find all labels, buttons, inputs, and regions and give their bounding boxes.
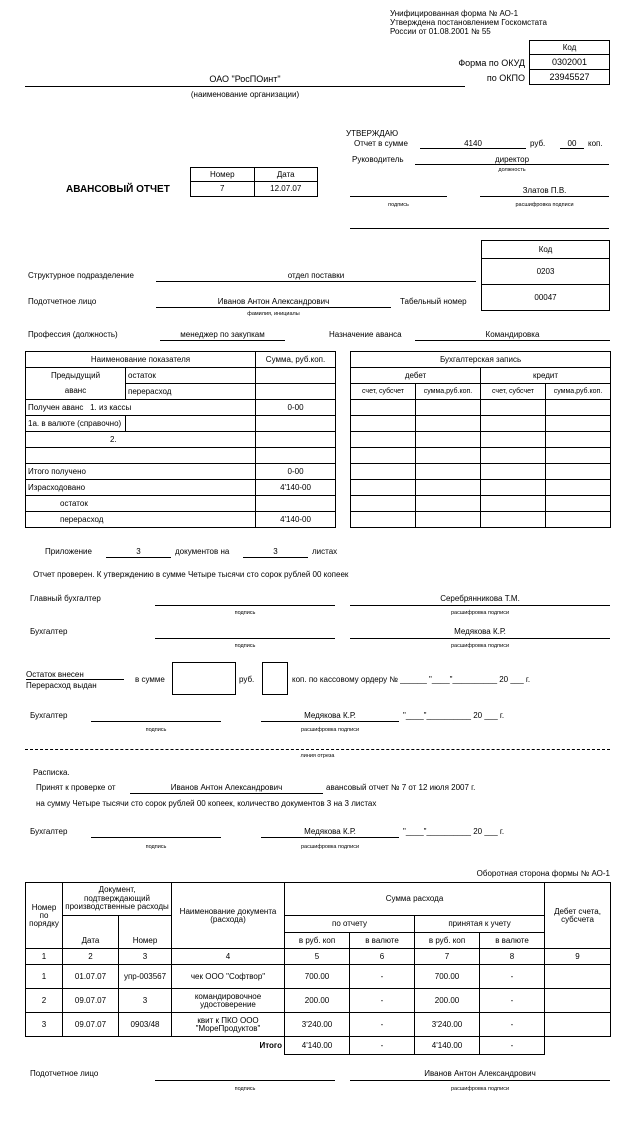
row-acc-cur: - — [480, 989, 545, 1013]
rt-kredit: кредит — [481, 368, 611, 384]
lt-h-sum: Сумма, руб.коп. — [256, 352, 336, 368]
head-sign-caption: подпись — [388, 202, 409, 208]
code-header: Код — [530, 41, 610, 55]
table-row — [26, 989, 611, 1013]
lt-avans: аванс — [26, 384, 126, 400]
profession-label: Профессия (должность) — [28, 330, 118, 339]
col-num-7: 7 — [415, 949, 480, 965]
h-acc-rub: в руб. коп — [415, 933, 480, 949]
okpo-value: 23945527 — [530, 70, 610, 85]
rt-debet-sum: сумма,руб.коп. — [416, 384, 481, 400]
lt-spent: Израсходовано — [26, 480, 256, 496]
org-caption: (наименование организации) — [190, 90, 300, 99]
chief-decode-caption: расшифровка подписи — [450, 610, 510, 616]
rem-in-sum: в сумме — [135, 675, 165, 684]
acc-label: Бухгалтер — [30, 627, 68, 636]
org-name: ОАО "РосПОинт" — [209, 74, 281, 84]
okpo-label: по ОКПО — [486, 73, 525, 83]
rem-kop-box — [262, 662, 288, 695]
h-cur: в валюте — [350, 933, 415, 949]
table-row — [26, 965, 611, 989]
row-num: 3 — [119, 989, 172, 1013]
total-label: Итого — [172, 1037, 285, 1055]
row-acc-rub: 700.00 — [415, 965, 480, 989]
total-cur: - — [350, 1037, 415, 1055]
footer-sign-caption: подпись — [234, 1086, 256, 1092]
advance-table — [25, 351, 336, 528]
row-cur: - — [350, 1013, 415, 1037]
h-date: Дата — [63, 916, 119, 949]
receipt-acc-label: Бухгалтер — [30, 827, 68, 836]
total-acc-rub: 4'140.00 — [415, 1037, 480, 1055]
acc2-decode-caption: расшифровка подписи — [300, 727, 360, 733]
info-code-table — [481, 240, 610, 311]
footer-name: Иванов Антон Александрович — [424, 1069, 536, 1078]
form-title: Унифицированная форма № АО-1 — [390, 9, 519, 18]
row-cur: - — [350, 989, 415, 1013]
report-sum-value: 4140 — [464, 139, 482, 148]
col-num-3: 3 — [119, 949, 172, 965]
row-debet — [545, 1013, 611, 1037]
row-no: 3 — [26, 1013, 63, 1037]
chief-acc-label: Главный бухгалтер — [30, 594, 101, 603]
person-label: Подотчетное лицо — [28, 297, 97, 306]
row-name: квит к ПКО ООО "МореПродуктов" — [172, 1013, 285, 1037]
lt-pererashod2-sum: 4'140-00 — [256, 512, 336, 528]
table-row — [26, 1013, 611, 1037]
approved-line1: Утверждена постановлением Госкомстата — [390, 18, 547, 27]
purpose-value: Командировка — [485, 330, 540, 339]
tab-number: 00047 — [482, 285, 610, 311]
lt-h-name: Наименование показателя — [26, 352, 256, 368]
h-no: Номер по порядку — [26, 883, 63, 949]
row-acc-cur: - — [480, 1013, 545, 1037]
footer-label: Подотчетное лицо — [30, 1069, 99, 1078]
att-sheets-count: 3 — [273, 547, 278, 556]
expense-table — [25, 882, 611, 1055]
rem-deposited: Остаток внесен — [26, 670, 84, 679]
report-number-table — [190, 167, 318, 197]
col-num-8: 8 — [480, 949, 545, 965]
receipt-person: Иванов Антон Александрович — [170, 783, 283, 792]
row-num: упр-003567 — [119, 965, 172, 989]
rem-order: коп. по кассовому ордеру № ______ "____"__________ 20 ___ г. — [292, 675, 531, 684]
h-num: Номер — [119, 916, 172, 949]
col-num-2: 2 — [63, 949, 119, 965]
row-date: 09.07.07 — [63, 989, 119, 1013]
col-num-9: 9 — [545, 949, 611, 965]
position-caption: должность — [498, 167, 526, 173]
accounting-table — [350, 351, 611, 528]
h-accepted: принятая к учету — [415, 916, 545, 933]
row-acc-cur: - — [480, 965, 545, 989]
lt-two: 2. — [26, 432, 256, 448]
lt-ostatok: остаток — [126, 368, 256, 384]
acc-name: Медякова К.Р. — [454, 627, 506, 636]
lt-spent-sum: 4'140-00 — [256, 480, 336, 496]
row-name: командировочное удостоверение — [172, 989, 285, 1013]
date-header: Дата — [254, 168, 318, 182]
row-debet — [545, 989, 611, 1013]
profession-value: менеджер по закупкам — [180, 330, 265, 339]
col-num-6: 6 — [350, 949, 415, 965]
lt-pererashod: перерасход — [126, 384, 256, 400]
receipt-accepted-from: Принят к проверке от — [36, 783, 116, 792]
rem-overspend: Перерасход выдан — [26, 681, 97, 690]
col-num-4: 4 — [172, 949, 285, 965]
receipt-date: "____"__________ 20 ___ г. — [403, 827, 505, 836]
receipt-decode-caption: расшифровка подписи — [300, 844, 360, 850]
rt-title: Бухгалтерская запись — [351, 352, 611, 368]
row-date: 09.07.07 — [63, 1013, 119, 1037]
head-name: Златов П.В. — [522, 186, 567, 195]
rt-debet: дебет — [351, 368, 481, 384]
col-num-1: 1 — [26, 949, 63, 965]
lt-currency: 1а. в валюте (справочно) — [26, 416, 126, 432]
acc-decode-caption: расшифровка подписи — [450, 643, 510, 649]
row-no: 2 — [26, 989, 63, 1013]
row-rub: 3'240.00 — [285, 1013, 350, 1037]
att-label: Приложение — [45, 547, 92, 556]
report-number: 7 — [191, 182, 255, 197]
approved-line2: России от 01.08.2001 № 55 — [390, 27, 491, 36]
row-rub: 700.00 — [285, 965, 350, 989]
h-rub: в руб. коп — [285, 933, 350, 949]
acc2-label: Бухгалтер — [30, 711, 68, 720]
rt-kredit-sum: сумма,руб.коп. — [546, 384, 611, 400]
total-rub: 4'140.00 — [285, 1037, 350, 1055]
reverse-title: Оборотная сторона формы № АО-1 — [476, 869, 610, 878]
row-cur: - — [350, 965, 415, 989]
lt-from-cash: 1. из кассы — [90, 402, 132, 412]
att-docs-count: 3 — [136, 547, 141, 556]
col-num-5: 5 — [285, 949, 350, 965]
receipt-title: Расписка. — [33, 768, 70, 777]
row-acc-rub: 3'240.00 — [415, 1013, 480, 1037]
receipt-acc-name: Медякова К.Р. — [304, 827, 356, 836]
report-sum-label: Отчет в сумме — [354, 139, 408, 148]
number-header: Номер — [191, 168, 255, 182]
okud-table — [529, 40, 610, 85]
checked-text: Отчет проверен. К утверждению в сумме Четыре тысячи сто сорок рублей 00 копеек — [33, 570, 349, 579]
info-code-header: Код — [482, 241, 610, 259]
row-name: чек ООО "Софтвор" — [172, 965, 285, 989]
person-value: Иванов Антон Александрович — [217, 297, 330, 306]
tab-label: Табельный номер — [400, 297, 467, 306]
report-date: 12.07.07 — [254, 182, 318, 197]
lt-ostatok2: остаток — [26, 496, 256, 512]
rub-label: руб. — [530, 139, 546, 148]
okud-value: 0302001 — [530, 55, 610, 70]
lt-pererashod2: перерасход — [26, 512, 256, 528]
lt-received: Получен аванс — [28, 402, 84, 412]
h-sum: Сумма расхода — [285, 883, 545, 916]
h-debet: Дебет счета, субсчета — [545, 883, 611, 949]
kop-value: 00 — [567, 139, 577, 148]
head-label: Руководитель — [352, 155, 404, 164]
acc2-sign-caption: подпись — [145, 727, 167, 733]
chief-acc-name: Серебрянникова Т.М. — [440, 594, 520, 603]
rem-rub: руб. — [239, 675, 255, 684]
lt-total-received: Итого получено — [26, 464, 256, 480]
head-decode-caption: расшифровка подписи — [515, 202, 574, 208]
total-acc-cur: - — [480, 1037, 545, 1055]
row-no: 1 — [26, 965, 63, 989]
row-debet — [545, 965, 611, 989]
rt-debet-acc: счет, субсчет — [351, 384, 416, 400]
row-date: 01.07.07 — [63, 965, 119, 989]
h-docname: Наименование документа (расхода) — [172, 883, 285, 949]
rem-rub-box — [172, 662, 236, 695]
row-rub: 200.00 — [285, 989, 350, 1013]
acc-sign-caption: подпись — [234, 643, 256, 649]
footer-decode-caption: расшифровка подписи — [450, 1086, 510, 1092]
head-position: директор — [494, 155, 530, 164]
purpose-label: Назначение аванса — [329, 330, 402, 339]
kop-label: коп. — [588, 139, 603, 148]
h-acc-cur: в валюте — [480, 933, 545, 949]
receipt-sign-caption: подпись — [145, 844, 167, 850]
cut-line-caption: линия отреза — [300, 753, 335, 759]
h-doc: Документ, подтверждающий производственные расходы — [63, 883, 172, 916]
okud-label: Форма по ОКУД — [458, 58, 525, 68]
lt-prev: Предыдущий — [26, 368, 126, 384]
chief-sign-caption: подпись — [234, 610, 256, 616]
att-sheets-label: листах — [312, 547, 338, 556]
division-label: Структурное подразделение — [28, 271, 134, 280]
row-num: 0903/48 — [119, 1013, 172, 1037]
h-report: по отчету — [285, 916, 415, 933]
division-code: 0203 — [482, 259, 610, 285]
acc2-date: "____"__________ 20 ___ г. — [403, 711, 505, 720]
person-caption: фамилия, инициалы — [247, 311, 300, 317]
receipt-sum-line: на сумму Четыре тысячи сто сорок рублей 00 копеек, количество документов 3 на 3 листах — [36, 799, 377, 808]
row-acc-rub: 200.00 — [415, 989, 480, 1013]
receipt-report-text: авансовый отчет № 7 от 12 июля 2007 г. — [326, 783, 476, 792]
lt-from-cash-sum: 0-00 — [256, 400, 336, 416]
approve-title: УТВЕРЖДАЮ — [346, 129, 399, 138]
division-value: отдел поставки — [287, 271, 345, 280]
lt-total-received-sum: 0-00 — [256, 464, 336, 480]
acc2-name: Медякова К.Р. — [304, 711, 356, 720]
att-docs-label: документов на — [175, 547, 230, 556]
report-title: АВАНСОВЫЙ ОТЧЕТ — [66, 184, 170, 195]
rt-kredit-acc: счет, субсчет — [481, 384, 546, 400]
